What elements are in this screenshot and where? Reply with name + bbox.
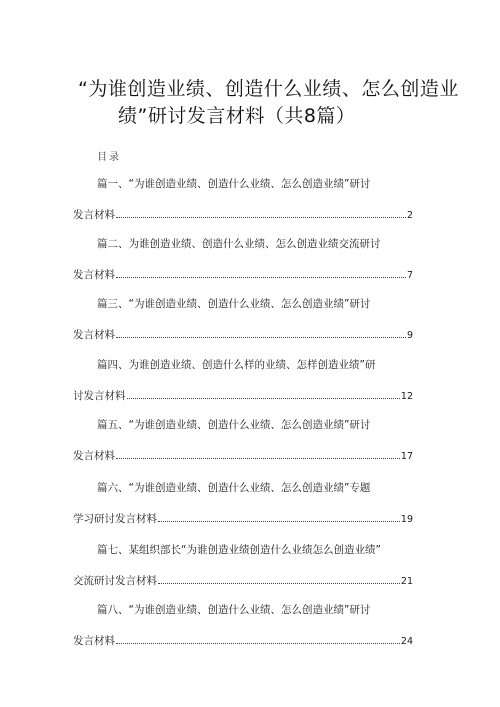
dot-leader xyxy=(127,398,400,399)
dot-leader xyxy=(116,458,400,459)
toc-entry-title: 篇五、“为谁创造业绩、创造什么业绩、怎么创造业绩”研讨 xyxy=(97,419,371,431)
toc-entry-title-continued: 交流研讨发言材料 xyxy=(73,575,157,587)
title-line-1: “为谁创造业绩、创造什么业绩、怎么创造业 xyxy=(78,78,459,100)
toc-entry-title: 篇二、为谁创造业绩、创造什么业绩、怎么创造业绩交流研讨 xyxy=(97,238,381,250)
toc-heading: 目录 xyxy=(97,152,121,163)
toc-entry-1[interactable] xyxy=(73,177,413,223)
toc-page-number: 9 xyxy=(406,330,413,341)
dot-leader xyxy=(116,643,400,644)
dot-leader xyxy=(116,217,406,218)
toc-page-number: 7 xyxy=(406,270,413,281)
toc-entry-title: 篇四、为谁创造业绩、创造什么样的业绩、怎样创造业绩”研 xyxy=(97,359,376,371)
toc-entry-title-continued: 发言材料 xyxy=(73,209,115,221)
toc-entry-5[interactable] xyxy=(73,418,413,464)
toc-entry-3[interactable] xyxy=(73,297,413,343)
toc-entry-title-continued: 发言材料 xyxy=(73,269,115,281)
toc-entry-6[interactable] xyxy=(73,481,413,527)
toc-page-number: 17 xyxy=(400,451,413,462)
toc-entry-title-continued: 讨发言材料 xyxy=(73,390,126,402)
toc-entry-title: 篇一、“为谁创造业绩、创造什么业绩、怎么创造业绩”研讨 xyxy=(97,178,371,190)
toc-entry-2[interactable] xyxy=(73,237,413,283)
dot-leader xyxy=(116,337,406,338)
title-line-2: 绩”研讨发言材料（共8篇） xyxy=(118,105,356,127)
document-title xyxy=(60,76,459,130)
toc-page-number: 19 xyxy=(400,514,413,525)
toc-page-number: 12 xyxy=(400,391,413,402)
toc-page-number: 24 xyxy=(400,636,413,647)
toc-page-number: 21 xyxy=(400,576,413,587)
toc-entry-title: 篇三、“为谁创造业绩、创造什么业绩、怎么创造业绩”研讨 xyxy=(97,298,371,310)
toc-entry-8[interactable] xyxy=(73,603,413,649)
toc-entry-7[interactable] xyxy=(73,543,413,589)
toc-entry-4[interactable] xyxy=(73,358,413,404)
toc-entry-title: 篇八、“为谁创造业绩、创造什么业绩、怎么创造业绩”研讨 xyxy=(97,604,371,616)
toc-entry-title-continued: 发言材料 xyxy=(73,635,115,647)
dot-leader xyxy=(158,521,400,522)
toc-entry-title: 篇七、某组织部长“为谁创造业绩创造什么业绩怎么创造业绩” xyxy=(97,544,381,556)
toc-entry-title-continued: 学习研讨发言材料 xyxy=(73,513,157,525)
toc-entry-title: 篇六、“为谁创造业绩、创造什么业绩、怎么创造业绩”专题 xyxy=(97,482,371,494)
toc-entry-title-continued: 发言材料 xyxy=(73,450,115,462)
dot-leader xyxy=(158,583,400,584)
toc-page-number: 2 xyxy=(406,210,413,221)
dot-leader xyxy=(116,277,406,278)
toc-entry-title-continued: 发言材料 xyxy=(73,329,115,341)
